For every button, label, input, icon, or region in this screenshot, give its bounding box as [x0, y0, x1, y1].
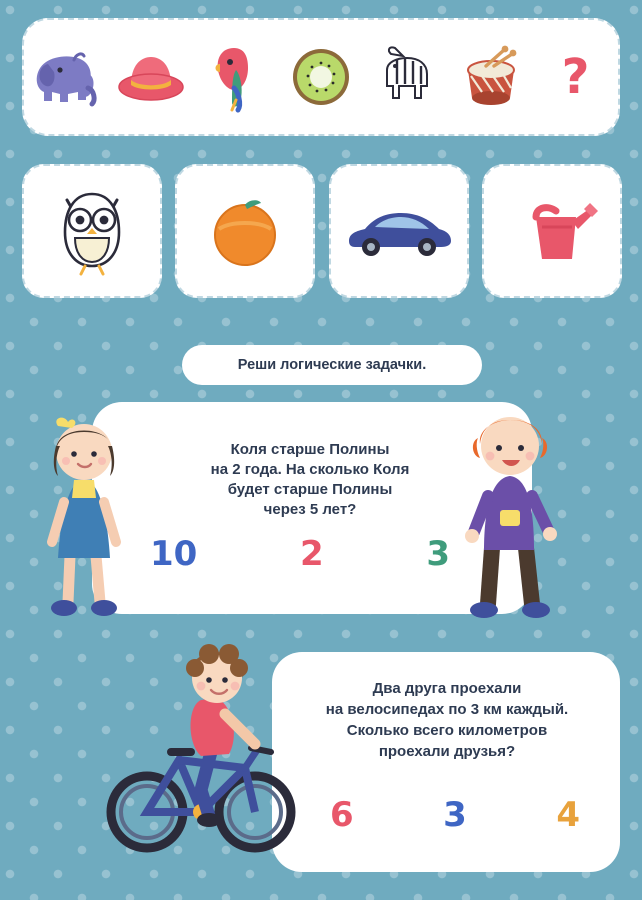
- task-1-answer-3[interactable]: 3: [426, 534, 450, 574]
- strip-item-parrot[interactable]: [200, 33, 272, 121]
- task-2-answer-options: [330, 795, 580, 835]
- task-1-line-1: Коля старше Полины: [230, 441, 390, 458]
- task-2-line-4: проехали друзья?: [378, 743, 516, 760]
- task-1-answer-options: [150, 534, 450, 574]
- task-1-answer-1[interactable]: 10: [150, 534, 198, 574]
- instruction-text: Реши логические задачки.: [237, 357, 427, 373]
- answer-card-car[interactable]: [329, 164, 469, 298]
- task-1-text: [110, 440, 510, 520]
- car-icon: [343, 203, 455, 259]
- answer-card-orange[interactable]: [175, 164, 315, 298]
- task-1-answer-2[interactable]: 2: [299, 534, 324, 574]
- strip-item-zebra[interactable]: [370, 33, 442, 121]
- task-2-answer-3[interactable]: 4: [556, 795, 580, 835]
- zebra-icon: [373, 42, 439, 112]
- strip-item-drum[interactable]: [455, 33, 527, 121]
- parrot-icon: [206, 40, 266, 114]
- instruction-pill: [182, 345, 482, 385]
- strip-item-elephant[interactable]: [30, 33, 102, 121]
- answer-card-owl[interactable]: [22, 164, 162, 298]
- question-mark-icon: ?: [561, 49, 590, 105]
- elephant-icon: [30, 44, 102, 110]
- picture-sequence-strip: [22, 18, 620, 136]
- answer-choice-cards: [22, 164, 622, 298]
- strip-item-question[interactable]: [539, 33, 611, 121]
- task-2-line-3: Сколько всего километров: [346, 722, 548, 739]
- orange-icon: [205, 191, 285, 271]
- watering-can-icon: [506, 193, 598, 269]
- kiwi-icon: [289, 45, 353, 109]
- strip-item-hat[interactable]: [115, 33, 187, 121]
- hat-icon: [115, 47, 187, 107]
- answer-card-watering-can[interactable]: [482, 164, 622, 298]
- owl-icon: [55, 186, 129, 276]
- task-2-line-1: Два друга проехали: [372, 680, 522, 697]
- drum-icon: [456, 44, 526, 110]
- task-2-line-2: на велосипедах по 3 км каждый.: [325, 701, 569, 718]
- strip-item-kiwi[interactable]: [285, 33, 357, 121]
- task-2-answer-1[interactable]: 6: [330, 795, 354, 835]
- task-1-line-4: через 5 лет?: [263, 501, 357, 518]
- task-2-answer-2[interactable]: 3: [443, 795, 467, 835]
- task-2-text: [282, 678, 612, 762]
- task-1-line-2: на 2 года. На сколько Коля: [210, 461, 410, 478]
- task-1-line-3: будет старше Полины: [227, 481, 393, 498]
